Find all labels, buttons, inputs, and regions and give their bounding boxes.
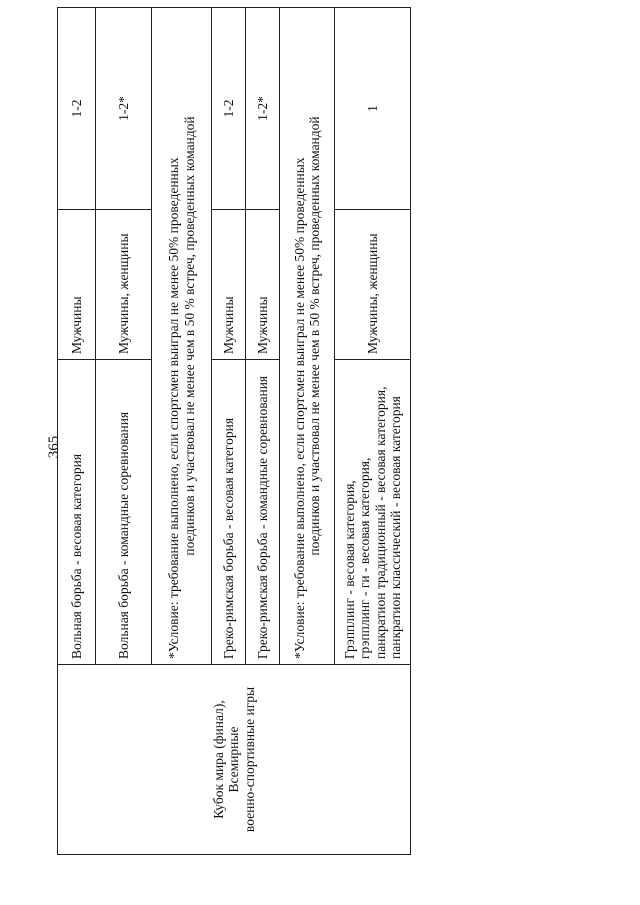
discipline-line: Грэпплинг - весовая категория, [342, 480, 358, 659]
discipline-line: панкратион классический - весовая категория [387, 396, 403, 659]
discipline-cell: Греко-римская борьба - командные соревнования [246, 360, 280, 665]
gender-cell: Мужчины [58, 210, 96, 360]
qualification-table [57, 7, 411, 855]
discipline-cell: Вольная борьба - командные соревнования [96, 360, 152, 665]
page-number: 365 [46, 435, 62, 459]
event-line: военно-спортивные игры [241, 686, 257, 833]
note-cell [152, 8, 212, 665]
place-cell: 1-2* [96, 8, 152, 210]
note-line: *Условие: требование выполнено, если спортсмен выиграл не менее 50% проведенных [291, 157, 307, 659]
event-cell [58, 665, 411, 855]
discipline-line: грэпплинг - ги - весовая категория, [357, 457, 373, 659]
table-row [58, 8, 96, 855]
gender-cell: Мужчины, женщины [335, 210, 411, 360]
discipline-line: панкратион традиционный - весовая категория, [372, 386, 388, 659]
place-cell: 1-2 [212, 8, 246, 210]
gender-cell: Мужчины, женщины [96, 210, 152, 360]
place-cell: 1-2 [58, 8, 96, 210]
discipline-cell [335, 360, 411, 665]
note-cell [280, 8, 335, 665]
note-line: поединков и участвовал не менее чем в 50 % встреч, проведенных командой [181, 116, 197, 556]
gender-cell: Мужчины [246, 210, 280, 360]
note-line: поединков и участвовал не менее чем в 50 % встреч, проведенных командой [307, 116, 322, 556]
event-line: Кубок мира (финал), [211, 700, 227, 819]
place-cell: 1 [335, 8, 411, 210]
discipline-cell: Греко-римская борьба - весовая категория [212, 360, 246, 665]
event-line: Всемирные [226, 726, 242, 793]
place-cell: 1-2* [246, 8, 280, 210]
discipline-cell: Вольная борьба - весовая категория [58, 360, 96, 665]
gender-cell: Мужчины [212, 210, 246, 360]
note-line: *Условие: требование выполнено, если спортсмен выиграл не менее 50% проведенных [166, 157, 182, 659]
